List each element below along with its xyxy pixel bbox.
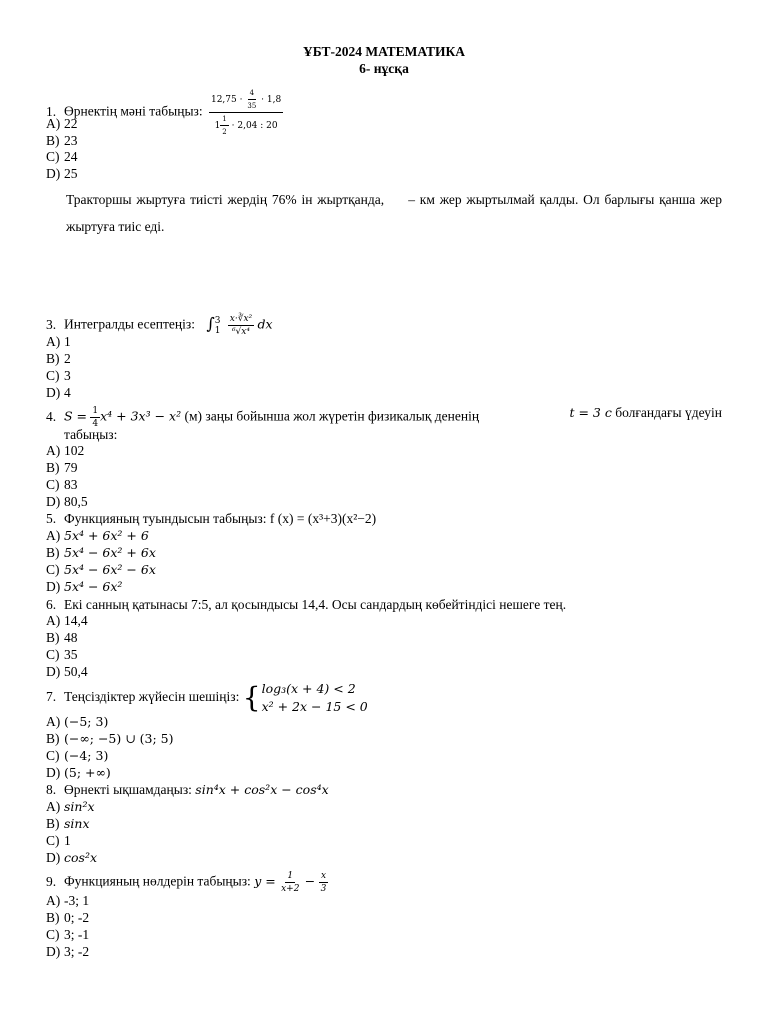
question-text: Өрнектің мәні табыңыз: — [64, 103, 203, 119]
integral-sign: ∫ — [206, 313, 215, 333]
question-5: 5. Функцияның туындысын табыңыз: f (x) = (x³+3)(x²−2) — [46, 511, 377, 526]
q8-option-d: D) cos²x — [46, 850, 98, 865]
q9-option-a: A) -3; 1 — [46, 893, 90, 908]
question-1 — [46, 87, 283, 138]
question-2-text: Тракторшы жыртуға тиісті жердің 76% ін жыртқанда, – км жер жыртылмай қалды. Ол барлығы қанша жер жыртуға тиіс еді. — [66, 192, 722, 234]
question-6: 6. Екі санның қатынасы 7:5, ал қосындысы 14,4. Осы сандардың көбейтіндісі нешеге тең. — [46, 597, 567, 612]
q1-option-a: A) 22 — [46, 116, 78, 131]
question-4: 4. S = $\frac{1}{4}$ x⁴ + 3x³ − x² (м) заңы бойынша жол жүретін физикалық дененің t = 3 c болғандағы үдеуін — [46, 405, 722, 429]
q6-option-a: A) 14,4 — [46, 613, 88, 628]
variant-label: 6- нұсқа — [359, 61, 409, 76]
question-number: 1. — [46, 103, 57, 119]
q7-option-c: C) (−4; 3) — [46, 748, 109, 763]
q3-option-c: C) 3 — [46, 368, 71, 383]
question-8: 8. Өрнекті ықшамдаңыз: sin⁴x + cos²x − cos⁴x — [46, 782, 329, 797]
q8-option-a: A) sin²x — [46, 799, 95, 814]
question-4-cont: табыңыз: — [64, 427, 118, 442]
q5-option-b: B) 5x⁴ − 6x² + 6x — [46, 545, 156, 560]
document-title: ҰБТ-2024 МАТЕМАТИКА — [302, 44, 466, 59]
q6-option-d: D) 50,4 — [46, 664, 88, 679]
q6-option-b: B) 48 — [46, 630, 78, 645]
q3-option-d: D) 4 — [46, 385, 71, 400]
q9-option-d: D) 3; -2 — [46, 944, 90, 959]
q3-option-b: B) 2 — [46, 351, 71, 366]
q1-fraction: 12,75 · $\frac{4}{35}$ · 1,8 1 $\frac{1}{2}$ · 2,04 : 20 — [210, 89, 282, 136]
q4-option-b: B) 79 — [46, 460, 78, 475]
q1-option-c: C) 24 — [46, 149, 78, 164]
q4-option-c: C) 83 — [46, 477, 78, 492]
inequality-system: { log₃(x + 4) < 2 x² + 2x − 15 < 0 — [242, 681, 368, 714]
q5-option-a: A) 5x⁴ + 6x² + 6 — [46, 528, 149, 543]
q1-option-d: D) 25 — [46, 166, 78, 181]
question-9: 9. Функцияның нөлдерін табыңыз: y = $\frac{1}{x+2}$ − $\frac{x}{3}$ — [46, 871, 327, 894]
q8-option-c: C) 1 — [46, 833, 71, 848]
q6-option-c: C) 35 — [46, 647, 78, 662]
q8-option-b: B) sinx — [46, 816, 90, 831]
q9-option-b: B) 0; -2 — [46, 910, 90, 925]
q5-option-d: D) 5x⁴ − 6x² — [46, 579, 123, 594]
q7-option-b: B) (−∞; −5) ∪ (3; 5) — [46, 731, 174, 746]
question-7: 7. Теңсіздіктер жүйесін шешіңіз: { log₃(x + 4) < 2 x² + 2x − 15 < 0 — [46, 681, 368, 714]
q1-option-b: B) 23 — [46, 133, 78, 148]
q7-option-d: D) (5; +∞) — [46, 765, 111, 780]
question-3: 3. Интегралды есептеңіз: ∫ 3 1 $\frac{\text{x·∛x²}}{\text{⁶√x⁴}}$ dx — [46, 313, 273, 337]
q7-option-a: A) (−5; 3) — [46, 714, 109, 729]
q4-option-d: D) 80,5 — [46, 494, 88, 509]
q4-option-a: A) 102 — [46, 443, 85, 458]
q5-option-c: C) 5x⁴ − 6x² − 6x — [46, 562, 156, 577]
q9-option-c: C) 3; -1 — [46, 927, 90, 942]
q3-option-a: A) 1 — [46, 334, 71, 349]
